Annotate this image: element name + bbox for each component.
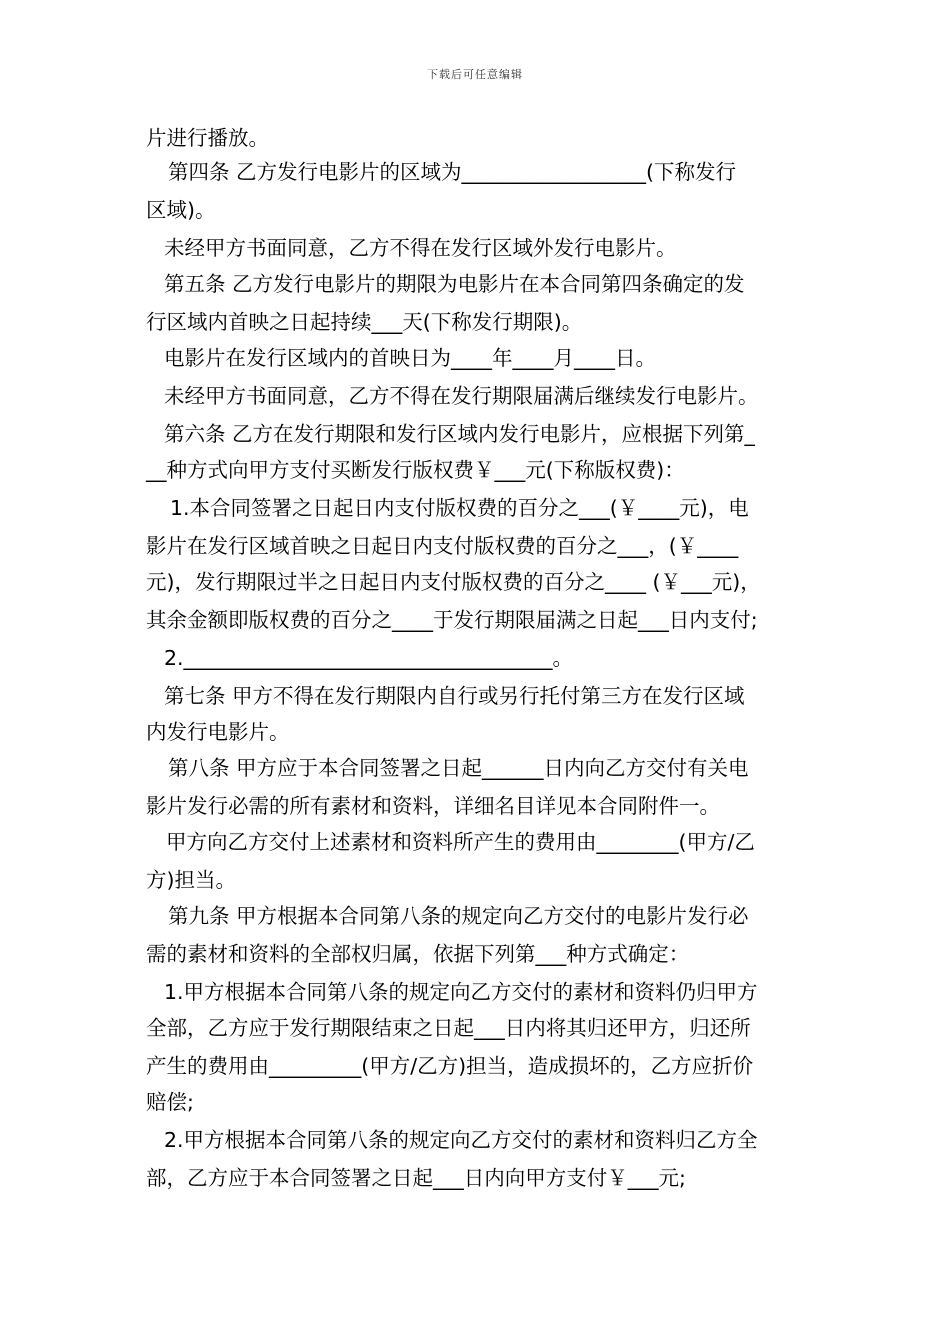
text-line: 全部，乙方应于发行期限结束之日起___日内将其归还甲方，归还所 bbox=[146, 1016, 751, 1040]
page-header-note: 下载后可任意编辑 bbox=[427, 68, 523, 81]
text-line: 2.____________________________________。 bbox=[164, 646, 574, 670]
text-line: 甲方向乙方交付上述素材和资料所产生的费用由________(甲方/乙 bbox=[166, 830, 755, 854]
text-line: 方)担当。 bbox=[146, 868, 236, 892]
text-line: 产生的费用由_________(甲方/乙方)担当，造成损坏的，乙方应折价 bbox=[146, 1054, 754, 1078]
text-line: 电影片在发行区域内的首映日为____年____月____日。 bbox=[164, 346, 656, 370]
text-line: 区域)。 bbox=[146, 198, 216, 222]
text-line: 未经甲方书面同意，乙方不得在发行区域外发行电影片。 bbox=[164, 236, 677, 260]
text-line: 赔偿; bbox=[146, 1090, 194, 1114]
text-line: 需的素材和资料的全部权归属，依据下列第___种方式确定： bbox=[146, 942, 690, 966]
text-line: 内发行电影片。 bbox=[146, 720, 290, 744]
text-line: 影片在发行区域首映之日起日内支付版权费的百分之___，(￥____ bbox=[146, 534, 739, 558]
text-line: 行区域内首映之日起持续___天(下称发行期限)。 bbox=[146, 310, 583, 334]
text-line: 第八条 甲方应于本合同签署之日起______日内向乙方交付有关电 bbox=[168, 756, 749, 780]
text-line: 片进行播放。 bbox=[146, 126, 269, 150]
text-line: 第九条 甲方根据本合同第八条的规定向乙方交付的电影片发行必 bbox=[168, 904, 749, 928]
text-line: 1.本合同签署之日起日内支付版权费的百分之___(￥____元)，电 bbox=[170, 496, 749, 520]
text-line: 部，乙方应于本合同签署之日起___日内向甲方支付￥___元; bbox=[146, 1166, 686, 1190]
text-line: 未经甲方书面同意，乙方不得在发行期限届满后继续发行电影片。 bbox=[164, 384, 759, 408]
text-line: 第四条 乙方发行电影片的区域为__________________(下称发行 bbox=[168, 160, 737, 184]
text-line: 第五条 乙方发行电影片的期限为电影片在本合同第四条确定的发 bbox=[164, 272, 745, 296]
text-line: __种方式向甲方支付买断发行版权费￥___元(下称版权费)： bbox=[146, 458, 685, 482]
text-line: 元)，发行期限过半之日起日内支付版权费的百分之____ (￥___元)， bbox=[146, 570, 761, 594]
text-line: 1.甲方根据本合同第八条的规定向乙方交付的素材和资料仍归甲方 bbox=[164, 980, 758, 1004]
text-line: 其余金额即版权费的百分之____于发行期限届满之日起___日内支付; bbox=[146, 608, 758, 632]
text-line: 2.甲方根据本合同第八条的规定向乙方交付的素材和资料归乙方全 bbox=[164, 1128, 758, 1152]
text-line: 第六条 乙方在发行期限和发行区域内发行电影片，应根据下列第_ bbox=[164, 422, 755, 446]
text-line: 影片发行必需的所有素材和资料，详细名目详见本合同附件一。 bbox=[146, 794, 720, 818]
text-line: 第七条 甲方不得在发行期限内自行或另行托付第三方在发行区域 bbox=[164, 684, 745, 708]
